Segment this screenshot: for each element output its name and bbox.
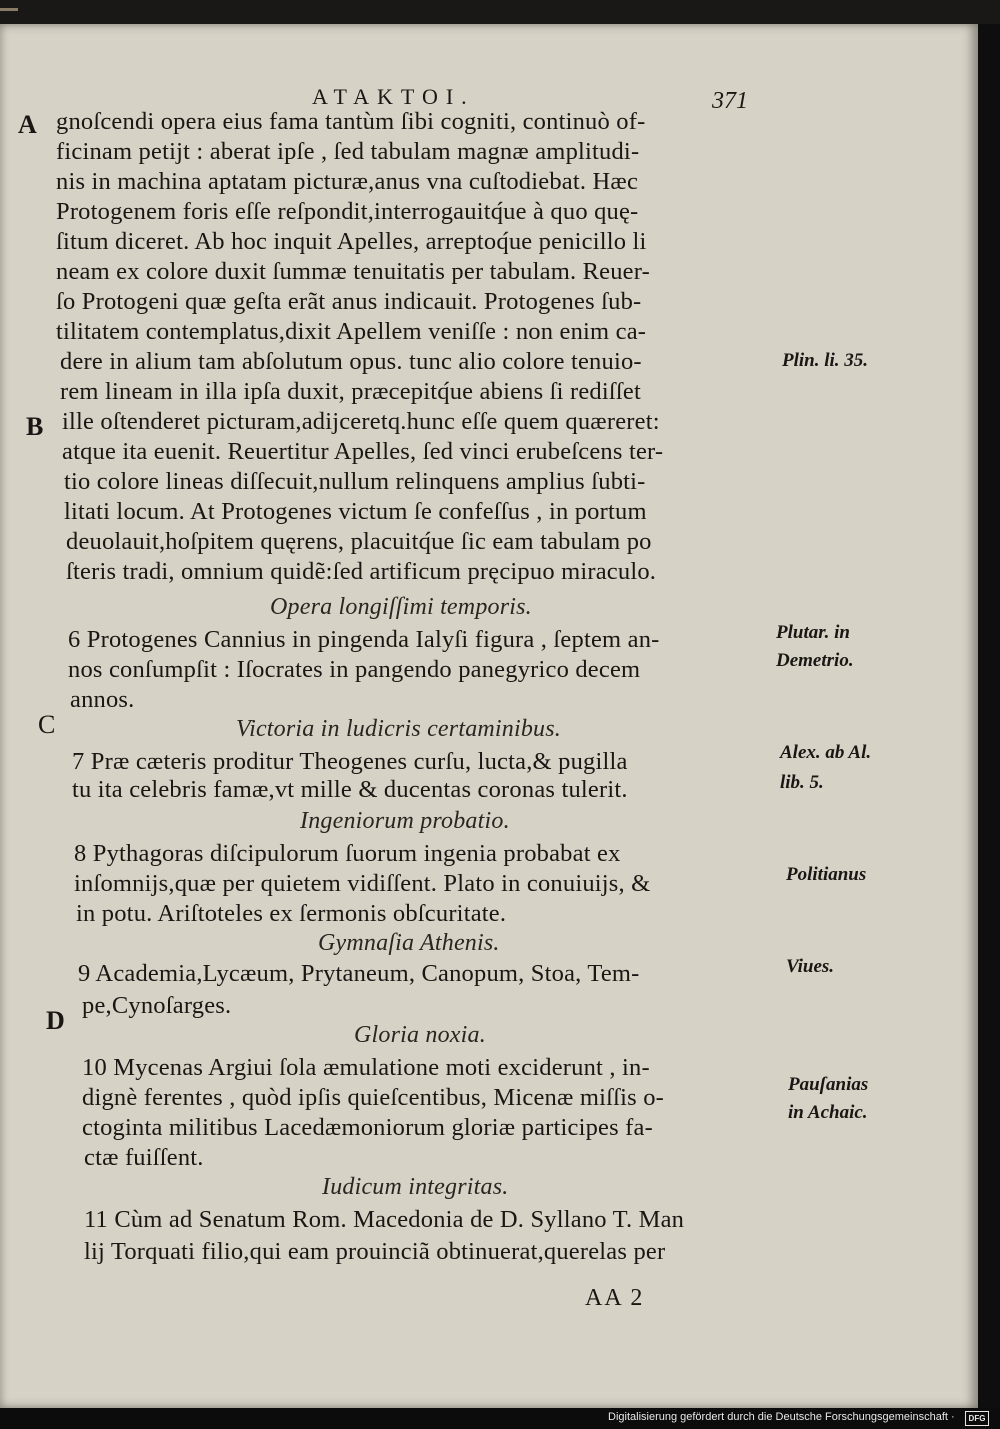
- book-page: [0, 24, 978, 1408]
- body-line: annos.: [70, 686, 135, 713]
- body-line: 10 Mycenas Argiui ſola æmulatione moti exciderunt , in-: [82, 1054, 650, 1081]
- edge-mark: [0, 8, 18, 11]
- body-line: 7 Præ cæteris proditur Theogenes curſu, lucta,& pugilla: [72, 748, 628, 775]
- body-line: dignè ferentes , quòd ipſis quieſcentibus, Micenæ miſſis o-: [82, 1084, 665, 1111]
- body-line: 8 Pythagoras diſcipulorum ſuorum ingenia probabat ex: [74, 840, 621, 867]
- body-line: ctæ fuiſſent.: [84, 1144, 204, 1171]
- body-line: ille oſtenderet picturam,adijceretq.hunc eſſe quem quæreret:: [62, 408, 660, 435]
- margin-note: in Achaic.: [788, 1102, 868, 1123]
- section-heading: Gymnaſia Athenis.: [318, 930, 500, 956]
- section-letter-c: C: [38, 710, 56, 739]
- section-heading: Iudicum integritas.: [322, 1174, 509, 1200]
- body-line: in potu. Ariſtoteles ex ſermonis obſcuritate.: [76, 900, 507, 927]
- body-line: deuolauit,hoſpitem quęrens, placuitq́ue ſic eam tabulam po: [66, 528, 652, 555]
- body-line: Protogenem foris eſſe reſpondit,interrogauitq́ue à quo quę-: [56, 198, 639, 225]
- body-line: 6 Protogenes Cannius in pingenda Ialyſi figura , ſeptem an-: [68, 626, 660, 653]
- body-line: ficinam petijt : aberat ipſe , ſed tabulam magnæ amplitudi-: [56, 138, 640, 165]
- signature-mark: AA 2: [585, 1285, 645, 1311]
- section-heading: Opera longiſſimi temporis.: [270, 594, 532, 620]
- body-line: atque ita euenit. Reuertitur Apelles, ſed vinci erubeſcens ter-: [62, 438, 664, 465]
- body-line: inſomnijs,quæ per quietem vidiſſent. Plato in conuiuijs, &: [74, 870, 651, 897]
- book-top-edge: [0, 0, 1000, 24]
- margin-note: Viues.: [786, 956, 835, 977]
- body-line: pe,Cynoſarges.: [82, 992, 232, 1019]
- margin-note: Plin. li. 35.: [782, 350, 869, 371]
- body-line: lij Torquati filio,qui eam prouinciã obtinuerat,querelas per: [84, 1238, 666, 1265]
- margin-note: Alex. ab Al.: [780, 742, 872, 763]
- body-line: neam ex colore duxit ſummæ tenuitatis per tabulam. Reuer-: [56, 258, 650, 285]
- dfg-logo: DFG: [965, 1411, 989, 1426]
- page-number: 371: [712, 88, 748, 114]
- body-line: tio colore lineas diſſecuit,nullum relinquens amplius ſubti-: [64, 468, 646, 495]
- body-line: ſo Protogeni quæ geſta erãt anus indicauit. Protogenes ſub-: [56, 288, 642, 315]
- book-edge-shadow: [978, 24, 1000, 1408]
- body-line: nos conſumpſit : Iſocrates in pangendo panegyrico decem: [68, 656, 641, 683]
- running-head: ATAKTOI.: [312, 84, 475, 109]
- section-heading: Gloria noxia.: [354, 1022, 486, 1048]
- body-line: litati locum. At Protogenes victum ſe confeſſus , in portum: [64, 498, 647, 525]
- margin-note: Demetrio.: [776, 650, 854, 671]
- margin-note: Politianus: [786, 864, 867, 885]
- digitization-credit: Digitalisierung gefördert durch die Deutsche Forschungsgemeinschaft ·: [608, 1411, 955, 1423]
- section-heading: Ingeniorum probatio.: [300, 808, 510, 834]
- margin-note: Plutar. in: [776, 622, 850, 643]
- body-line: 11 Cùm ad Senatum Rom. Macedonia de D. Syllano T. Man: [84, 1206, 685, 1233]
- body-line: rem lineam in illa ipſa duxit, præcepitq́ue abiens ſi rediſſet: [60, 378, 641, 405]
- section-letter-d: D: [46, 1006, 65, 1035]
- body-line: gnoſcendi opera eius fama tantùm ſibi cogniti, continuò of-: [56, 108, 646, 135]
- body-line: 9 Academia,Lycæum, Prytaneum, Canopum, Stoa, Tem-: [78, 960, 640, 987]
- body-line: ſteris tradi, omnium quidẽ:ſed artificum pręcipuo miraculo.: [66, 558, 657, 585]
- section-letter-a: A: [18, 110, 37, 139]
- margin-note: Pauſanias: [788, 1074, 869, 1095]
- body-line: tilitatem contemplatus,dixit Apellem veniſſe : non enim ca-: [56, 318, 647, 345]
- section-letter-b: B: [26, 412, 44, 441]
- body-line: nis in machina aptatam picturæ,anus vna cuſtodiebat. Hæc: [56, 168, 639, 195]
- body-line: dere in alium tam abſolutum opus. tunc alio colore tenuio-: [60, 348, 642, 375]
- body-line: ſitum diceret. Ab hoc inquit Apelles, arreptoq́ue penicillo li: [56, 228, 647, 255]
- margin-note: lib. 5.: [780, 772, 824, 793]
- body-line: tu ita celebris famæ,vt mille & ducentas coronas tulerit.: [72, 776, 628, 803]
- section-heading: Victoria in ludicris certaminibus.: [236, 716, 561, 742]
- body-line: ctoginta militibus Lacedæmoniorum gloriæ participes fa-: [82, 1114, 653, 1141]
